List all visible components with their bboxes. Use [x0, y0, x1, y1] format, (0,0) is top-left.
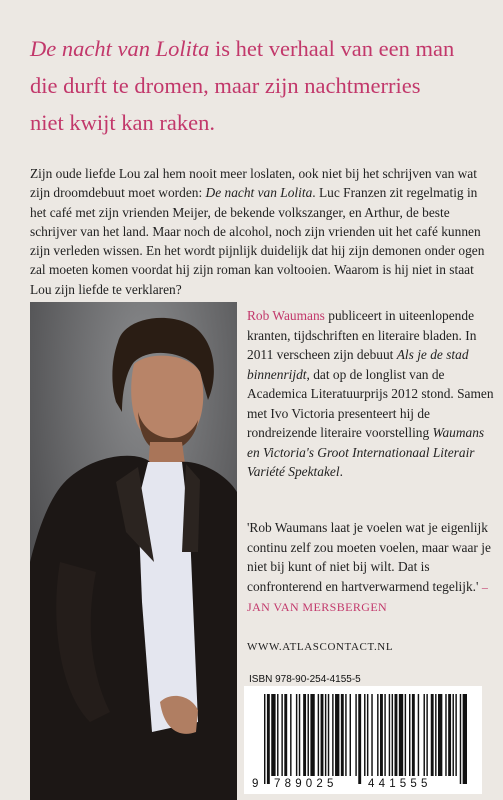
review-quote [247, 518, 502, 618]
barcode-bar [431, 694, 434, 776]
author-name: Rob Waumans [247, 308, 325, 323]
barcode-bar [409, 694, 410, 776]
barcode-bar [380, 694, 383, 776]
barcode-bar [377, 694, 378, 776]
isbn-label: ISBN 978-90-254-4155-5 [249, 674, 361, 685]
synopsis-part1: Zijn oude liefde Lou zal hem nooit meer loslaten, ook niet bij het schrijven van wat zijn droomdebuut moet worden: [30, 166, 477, 201]
barcode-bar [438, 694, 442, 776]
barcode-bar [308, 694, 309, 776]
barcode-bar [455, 694, 456, 776]
author-portrait-graphic [30, 302, 237, 800]
barcode-bar [412, 694, 415, 776]
barcode-bar [335, 694, 339, 776]
barcode-bar [318, 694, 319, 776]
barcode-bar [296, 694, 297, 776]
barcode-bar [426, 694, 427, 776]
intro-text [30, 30, 490, 141]
barcode-bar [281, 694, 282, 776]
barcode-bar [332, 694, 333, 776]
barcode-bar [371, 694, 372, 776]
barcode-bar [399, 694, 403, 776]
barcode-bar [277, 694, 278, 776]
bio-part2: , dat op de longlist van de Academica Literatuurprijs 2012 stond. Samen met Ivo Victoria presenteert hij de rondreizende literaire voorstelling [247, 366, 494, 440]
intro-book-title: De nacht van Lolita [30, 36, 210, 61]
barcode-bar [395, 694, 398, 776]
quote-source: – JAN VAN MERSBERGEN [247, 579, 489, 614]
barcode-bar [424, 694, 425, 776]
barcode-bar [321, 694, 324, 776]
barcode-bar [405, 694, 406, 776]
synopsis-part2: . Luc Franzen zit regelmatig in het café met zijn vrienden Meijer, de bekende volkszanger, en Arthur, de beste schrijver van het land. Maar noch de alcohol, noch zijn vrienden uit het café kunnen zijn verleden wissen. En het wordt pijnlijk duidelijk dat hij zijn demonen onder ogen zal moeten komen voordat hij zijn roman kan voltooien. Waarom is hij niet in staat Lou zijn liefde te verklaren? [30, 185, 485, 297]
bio-show-title: Waumans en Victoria's Groot Internationaal Literair Variété Spektakel [247, 425, 485, 479]
barcode-bar [284, 694, 287, 776]
barcode-bar [389, 694, 390, 776]
barcode-bar [384, 694, 385, 776]
barcode-bar [350, 694, 351, 776]
barcode-bar [328, 694, 329, 776]
barcode-bar [299, 694, 300, 776]
barcode-bar [460, 694, 461, 784]
barcode-bar [271, 694, 275, 776]
barcode-bar [355, 694, 356, 776]
author-photo [30, 302, 237, 800]
barcode-bar [303, 694, 306, 776]
barcode-digits-group2: 441555 [368, 778, 432, 790]
barcode-bar [445, 694, 446, 776]
barcode-bar [448, 694, 451, 776]
bio-debut-title: Als je de stad binnenrijdt [247, 347, 469, 382]
intro-line2: die durft te dromen, maar zijn nachtmerries [30, 73, 421, 98]
synopsis-book-title: De nacht van Lolita [205, 185, 313, 201]
intro-line1: is het verhaal van een man [209, 36, 455, 61]
barcode-bar [392, 694, 393, 776]
bio-part3: . [339, 464, 343, 479]
bio-part1: publiceert in uiteenlopende kranten, tijdschriften en literaire bladen. In 2011 verscheen zijn debuut [247, 308, 477, 362]
barcode-bar [264, 694, 265, 784]
barcode-bar [345, 694, 346, 776]
barcode-bar [290, 694, 291, 776]
barcode-bar [364, 694, 365, 776]
barcode-bar [463, 694, 467, 784]
barcode-bar [325, 694, 326, 776]
barcode-bar [358, 694, 361, 784]
barcode-digit-first: 9 [252, 778, 263, 790]
barcode-bar [435, 694, 436, 776]
barcode-bar [367, 694, 368, 776]
barcode-bar [418, 694, 419, 776]
synopsis-paragraph [30, 164, 492, 299]
barcode-bar [453, 694, 454, 776]
author-bio [247, 306, 497, 482]
barcode-bar [267, 694, 270, 784]
barcode [244, 686, 482, 794]
barcode-digits-group1: 789025 [274, 778, 338, 790]
barcode-bar [310, 694, 314, 776]
quote-text: 'Rob Waumans laat je voelen wat je eigenlijk continu zelf zou moeten voelen, maar waar je niet bij kunt of niet bij wilt. Dat is confronterend en hartverwarmend tegelijk.' [247, 520, 491, 594]
intro-line3: niet kwijt kan raken. [30, 110, 215, 135]
publisher-website: WWW.ATLASCONTACT.NL [247, 641, 394, 653]
barcode-bar [341, 694, 344, 776]
